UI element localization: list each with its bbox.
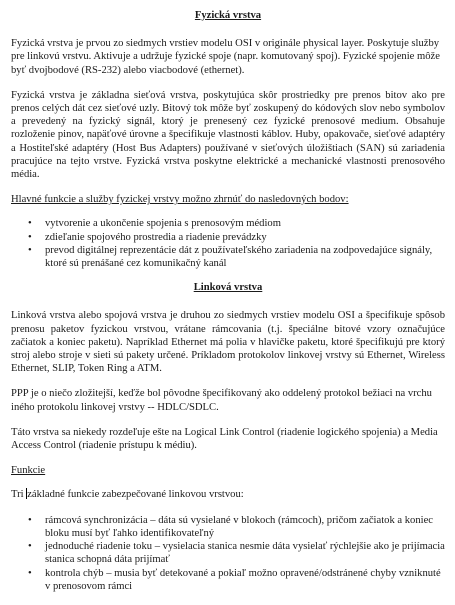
subheading-funkcie: Funkcie [11,465,46,477]
list-item-text: vytvorenie a ukončenie spojenia s prenosovým médiom [45,218,281,230]
bullet-icon: • [28,514,32,526]
bullet-list-linkova [11,514,445,593]
bullet-icon: • [28,244,32,256]
list-item-text: rámcová synchronizácia – dáta sú vysielané v blokoch (rámcoch), pričom začiatok a koniec bloku musí byť ľahko identifikovateľný [45,514,433,539]
bullet-icon: • [28,567,32,579]
list-item [11,231,445,244]
paragraph-linkova-intro: Linková vrstva alebo spojová vrstva je druhou zo siedmych vrstiev modelu OSI a špecifikuje spôsob prenosu paketov fyzickou vrstvou, vrátane rámcovania (t.j. špeciálne bitové vzory označujúce začiatok a koniec paketu). Napríklad Ethernet má polia v hlavičke paketu, ktoré špecifikujú pre ktorý stroj alebo stroje v sieti sú pakety určené. Príkladom protokolov linkovej vrstvy sú Ethernet, Wireless Ethernet, SLIP, Token Ring a ATM. [11,310,445,375]
section-title-linkova-vrstva: Linková vrstva [193,282,263,294]
intro-text-start: Tri [11,489,27,501]
bullet-icon: • [28,231,32,243]
bullet-list-fyzicka [11,217,445,270]
list-item-text: kontrola chýb – musia byť detekované a pokiaľ možno opravené/odstránené chyby vzniknuté v prenosovom rámci [45,567,441,592]
list-item [11,244,445,270]
list-item [11,540,445,566]
paragraph-fyzicka-intro: Fyzická vrstva je prvou zo siedmych vrstiev modelu OSI v originále physical layer. Poskytuje služby pre linkovú vrstvu. Aktivuje a udržuje fyzické spoje (napr. komutovaný spoj). Fyzické spojenie môže byť dvojbodové (RS-232) alebo viacbodové (ethernet). [11,38,440,76]
bullet-icon: • [28,541,32,553]
paragraph-ppp: PPP je o niečo zložitejší, keďže bol pôvodne špecifikovaný ako oddelený protokol bežiaci na vrchu iného protokolu linkovej vrstvy -- HDLC/SDLC. [11,388,432,413]
list-item-text: jednoduché riadenie toku – vysielacia stanica nesmie dáta vysielať rýchlejšie ako je prijímacia stanica schopná dáta prijímať [45,541,445,566]
list-item-text: zdieľanie spojového prostredia a riadenie prevádzky [45,231,267,243]
paragraph-llc-mac: Táto vrstva sa niekedy rozdeľuje ešte na Logical Link Control (riadenie logického spojenia) a Media Access Control (riadenie prístupu k médiu). [11,426,438,452]
bullet-icon: • [28,218,32,230]
paragraph-funkcie-intro[interactable] [11,488,445,501]
paragraph-fyzicka-detail: Fyzická vrstva je základna sieťová vrstva, poskytujúca skôr prostriedky pre prenos bitov ako pre prenos celých dát cez sieťové uzly. Bitový tok môže byť zoskupený do kódových slov nebo symbolov a prevedený na fyzický signál, ktorý je prenesený cez fyzické prenosové medium. Obsahuje rozloženie pinov, napäťové úrovne a špecifikuje vlastnosti káblov. Huby, opakovače, sieťové adaptéry a Hostiteľské adaptéry (Host Bus Adapters) používané v sieťových úložištiach (SAN) sú zariadenia pracujúce na tejto vrstve. Fyzická vrstva poskytne elektrické a mechanické vlastnosti prenosového média. [11,89,445,181]
list-item [11,217,445,230]
list-item-text: prevod digitálnej reprezentácie dát z používateľského zariadenia na zodpovedajúce signály, ktoré sú prenášané cez komunikačný kanál [45,244,433,270]
subheading-hlavne-funkcie: Hlavné funkcie a služby fyzickej vrstvy možno zhrnúť do nasledovných bodov: [11,194,349,206]
list-item [11,567,445,593]
intro-text-end: základné funkcie zabezpečované linkovou vrstvou: [27,489,244,501]
list-item [11,514,445,540]
section-title-fyzicka-vrstva: Fyzická vrstva [194,10,262,21]
